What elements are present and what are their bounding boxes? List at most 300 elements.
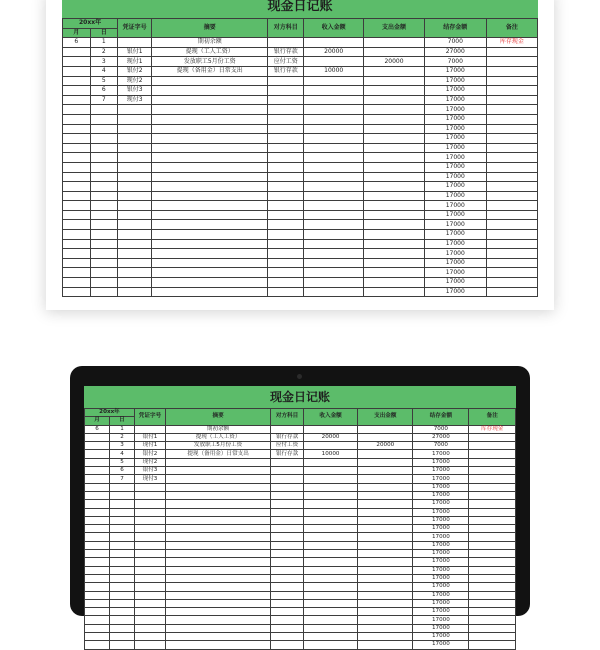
remark-cell [469,516,516,524]
account-cell [268,105,304,115]
voucher-cell [118,162,152,172]
day-cell [109,550,134,558]
income-cell [304,162,364,172]
voucher-cell: 银付1 [134,433,165,441]
expense-cell [358,616,413,624]
remark-cell [486,287,537,297]
summary-cell [166,583,271,591]
voucher-cell [134,558,165,566]
table-row [85,574,516,582]
remark-cell [469,566,516,574]
table-row [85,458,516,466]
income-cell [303,525,357,533]
table-row [63,201,538,211]
account-cell [271,599,304,607]
voucher-cell [118,143,152,153]
income-cell [304,220,364,230]
summary-cell [166,541,271,549]
expense-cell [364,162,425,172]
balance-cell: 17000 [424,239,486,249]
table-row [85,467,516,475]
remark-cell [486,134,537,144]
day-cell [109,516,134,524]
remark-cell [469,433,516,441]
summary-cell [152,114,268,124]
voucher-cell [118,124,152,134]
remark-cell [469,458,516,466]
income-cell [304,153,364,163]
expense-header: 支出金额 [358,409,413,426]
balance-cell: 17000 [424,230,486,240]
expense-cell [358,541,413,549]
balance-cell: 17000 [424,172,486,182]
remark-cell [469,491,516,499]
income-cell: 10000 [304,66,364,76]
income-cell [304,172,364,182]
table-row [63,134,538,144]
balance-cell: 17000 [413,491,469,499]
voucher-cell [134,550,165,558]
month-cell [63,239,91,249]
voucher-cell [134,491,165,499]
account-cell [268,172,304,182]
table-row [85,550,516,558]
month-cell [63,278,91,288]
table-row [85,624,516,632]
voucher-cell [118,153,152,163]
balance-cell: 17000 [413,608,469,616]
balance-cell: 17000 [413,533,469,541]
voucher-cell [118,114,152,124]
balance-cell: 17000 [413,525,469,533]
day-cell: 4 [90,66,118,76]
day-cell [109,574,134,582]
income-cell [303,633,357,641]
balance-cell: 17000 [413,475,469,483]
summary-cell [166,516,271,524]
voucher-cell [118,258,152,268]
expense-cell [358,450,413,458]
income-cell [303,574,357,582]
expense-cell [358,591,413,599]
remark-cell [486,268,537,278]
balance-cell: 17000 [424,66,486,76]
day-cell [90,278,118,288]
account-cell [268,76,304,86]
table-row [85,608,516,616]
table-row [63,278,538,288]
account-cell [271,533,304,541]
day-cell: 7 [90,95,118,105]
table-row [63,239,538,249]
remark-cell [469,591,516,599]
income-cell [303,583,357,591]
day-cell [90,268,118,278]
table-row [63,66,538,76]
day-cell: 3 [90,57,118,67]
voucher-cell [118,268,152,278]
table-row [63,230,538,240]
expense-cell [358,491,413,499]
month-cell [85,641,110,649]
table-row [85,616,516,624]
day-cell [109,533,134,541]
month-cell [85,458,110,466]
table-row [63,249,538,259]
voucher-cell [118,239,152,249]
summary-cell: 发放职工5月份工资 [152,57,268,67]
balance-cell: 17000 [424,162,486,172]
table-row [63,57,538,67]
header-row [63,19,538,29]
expense-cell [358,508,413,516]
remark-cell [486,114,537,124]
month-cell [85,583,110,591]
expense-cell: 20000 [364,57,425,67]
month-cell [85,433,110,441]
balance-cell: 17000 [424,268,486,278]
income-header: 收入金额 [303,409,357,426]
table-row [63,191,538,201]
month-cell [85,541,110,549]
expense-cell [364,124,425,134]
day-cell [90,172,118,182]
expense-cell [358,599,413,607]
expense-cell [358,550,413,558]
table-row [85,442,516,450]
table-row [63,143,538,153]
account-cell [271,633,304,641]
income-cell [303,425,357,433]
month-cell [63,182,91,192]
balance-cell: 7000 [424,38,486,48]
day-cell [109,500,134,508]
remark-cell [469,533,516,541]
balance-cell: 27000 [424,47,486,57]
month-cell [63,57,91,67]
expense-cell [358,483,413,491]
summary-cell: 提现（备用金）日常支出 [166,450,271,458]
expense-cell [358,641,413,649]
summary-cell [152,95,268,105]
remark-cell [486,239,537,249]
account-cell: 银行存款 [268,47,304,57]
day-cell: 1 [90,38,118,48]
balance-cell: 17000 [413,458,469,466]
account-cell [268,287,304,297]
balance-cell: 17000 [413,467,469,475]
month-cell [63,268,91,278]
day-cell [90,162,118,172]
day-cell [109,599,134,607]
income-cell [303,483,357,491]
table-row [63,124,538,134]
table-row [85,591,516,599]
month-cell [63,86,91,96]
table-row [63,76,538,86]
table-row [63,38,538,48]
voucher-cell [134,425,165,433]
expense-cell [364,153,425,163]
summary-cell [152,287,268,297]
summary-cell [152,172,268,182]
account-cell [271,624,304,632]
expense-cell [358,608,413,616]
account-cell [268,220,304,230]
ledger-title: 现金日记账 [62,0,538,18]
income-cell [304,57,364,67]
day-cell [90,124,118,134]
day-cell [90,287,118,297]
day-cell [109,525,134,533]
remark-cell [469,608,516,616]
income-cell: 10000 [303,450,357,458]
remark-cell [469,483,516,491]
remark-cell [486,57,537,67]
account-cell [268,182,304,192]
income-cell [303,608,357,616]
table-row [85,633,516,641]
account-cell [271,525,304,533]
voucher-cell [134,500,165,508]
summary-cell [166,633,271,641]
remark-cell [469,525,516,533]
account-cell [268,239,304,249]
income-cell [303,616,357,624]
voucher-cell [118,172,152,182]
expense-cell [358,525,413,533]
day-cell [90,201,118,211]
balance-cell: 7000 [424,57,486,67]
summary-cell [166,500,271,508]
balance-cell: 17000 [424,124,486,134]
summary-cell [152,182,268,192]
balance-cell: 17000 [424,182,486,192]
account-cell [271,574,304,582]
table-row [85,558,516,566]
balance-cell: 17000 [424,76,486,86]
income-cell [303,558,357,566]
month-cell [63,220,91,230]
balance-cell: 17000 [413,641,469,649]
table-row [63,95,538,105]
month-cell [85,574,110,582]
voucher-cell [134,616,165,624]
account-cell [268,38,304,48]
day-cell [109,491,134,499]
day-cell [90,220,118,230]
expense-cell [358,425,413,433]
table-row [63,172,538,182]
month-cell [63,105,91,115]
account-cell [271,616,304,624]
month-cell [85,483,110,491]
expense-cell [358,633,413,641]
day-cell [109,641,134,649]
account-cell [271,541,304,549]
remark-cell [469,599,516,607]
day-cell [90,134,118,144]
remark-cell [486,162,537,172]
summary-cell: 提现（工人工资） [166,433,271,441]
remark-cell [469,508,516,516]
webcam-dot [297,374,302,379]
balance-cell: 17000 [413,599,469,607]
summary-cell [166,550,271,558]
ledger-sheet [62,0,538,297]
day-cell: 7 [109,475,134,483]
remark-cell: 库存现金 [469,425,516,433]
month-cell [85,566,110,574]
month-cell: 6 [63,38,91,48]
table-row [85,500,516,508]
expense-cell [364,76,425,86]
table-row [85,541,516,549]
expense-cell [364,38,425,48]
month-cell [63,287,91,297]
remark-cell [486,249,537,259]
income-cell [304,143,364,153]
account-cell [268,143,304,153]
day-cell: 1 [109,425,134,433]
balance-cell: 17000 [413,508,469,516]
month-cell [63,66,91,76]
summary-cell: 提现（备用金）日常支出 [152,66,268,76]
table-row [63,258,538,268]
expense-cell [358,500,413,508]
summary-cell [152,76,268,86]
year-header: 20xx年 [85,409,135,417]
month-cell [85,516,110,524]
summary-cell [152,220,268,230]
month-cell [85,633,110,641]
table-row [63,114,538,124]
table-row [85,599,516,607]
table-row [85,491,516,499]
month-cell [63,134,91,144]
income-cell [304,249,364,259]
account-cell [271,425,304,433]
balance-cell: 7000 [413,442,469,450]
table-row [85,525,516,533]
expense-cell [364,287,425,297]
month-cell [63,230,91,240]
income-cell [303,591,357,599]
account-cell [271,458,304,466]
month-cell: 6 [85,425,110,433]
month-cell [85,508,110,516]
summary-cell: 期初余额 [166,425,271,433]
income-cell [303,641,357,649]
day-cell [109,616,134,624]
voucher-cell [134,599,165,607]
summary-cell [152,153,268,163]
day-cell [109,633,134,641]
account-cell [268,249,304,259]
expense-cell [364,249,425,259]
remark-cell [486,210,537,220]
voucher-cell [118,38,152,48]
voucher-cell: 现付1 [118,57,152,67]
table-row [63,153,538,163]
remark-cell [469,541,516,549]
cash-journal-table [62,18,538,297]
income-cell [304,287,364,297]
account-cell [271,483,304,491]
summary-cell [152,201,268,211]
account-cell [268,114,304,124]
voucher-header: 凭证字号 [134,409,165,426]
ledger-title: 现金日记账 [84,386,516,408]
income-cell [303,624,357,632]
remark-cell [486,95,537,105]
day-cell [90,105,118,115]
balance-cell: 17000 [424,220,486,230]
voucher-cell: 现付2 [134,458,165,466]
summary-cell [166,566,271,574]
summary-cell [166,591,271,599]
month-cell [63,201,91,211]
account-cell: 应付工资 [271,442,304,450]
balance-cell: 17000 [413,558,469,566]
month-header: 月 [63,28,91,38]
balance-cell: 17000 [424,143,486,153]
balance-cell: 17000 [413,624,469,632]
summary-cell [152,249,268,259]
month-cell [85,624,110,632]
expense-cell [358,566,413,574]
balance-cell: 17000 [424,191,486,201]
voucher-cell [118,278,152,288]
table-row [85,475,516,483]
table-row [85,641,516,649]
remark-cell [469,500,516,508]
expense-cell [358,574,413,582]
remark-cell [486,172,537,182]
voucher-cell [134,566,165,574]
remark-cell [486,201,537,211]
day-cell [90,239,118,249]
balance-cell: 17000 [413,541,469,549]
summary-cell: 提现（工人工资） [152,47,268,57]
balance-cell: 17000 [424,105,486,115]
account-cell [268,153,304,163]
summary-cell [152,191,268,201]
account-cell [271,491,304,499]
month-cell [63,249,91,259]
expense-cell [358,433,413,441]
month-cell [85,467,110,475]
income-cell [303,533,357,541]
account-cell [271,583,304,591]
expense-cell [358,475,413,483]
balance-cell: 17000 [413,574,469,582]
header-row [85,409,516,417]
income-cell [303,550,357,558]
expense-cell [364,258,425,268]
balance-cell: 17000 [413,516,469,524]
account-cell [271,516,304,524]
summary-cell [152,105,268,115]
summary-cell: 发放职工5月份工资 [166,442,271,450]
income-cell [304,95,364,105]
remark-cell [486,153,537,163]
month-header: 月 [85,417,110,425]
month-cell [85,450,110,458]
voucher-cell: 银付1 [118,47,152,57]
month-cell [85,558,110,566]
day-cell [109,583,134,591]
